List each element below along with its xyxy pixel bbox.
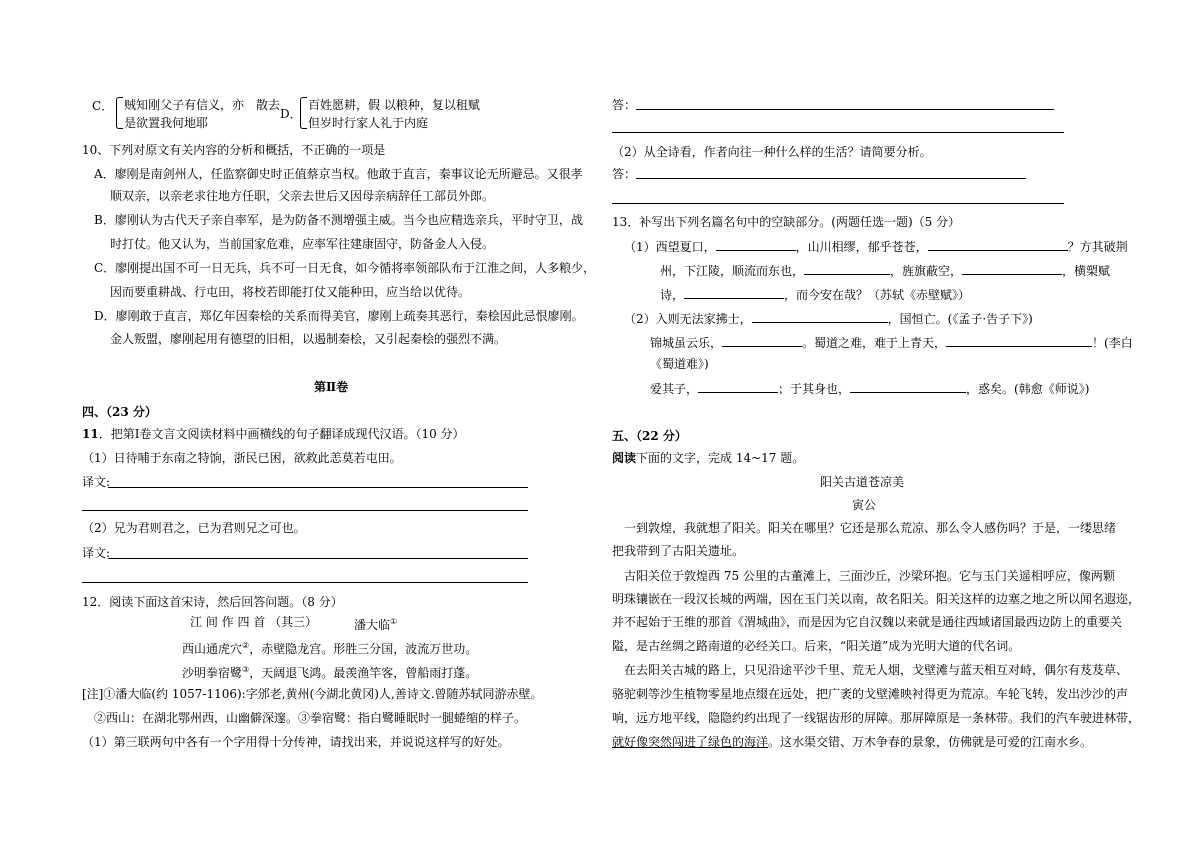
article-p3-line4 [612,734,1092,750]
q13-line-5 [650,334,1133,351]
q13-line-6: 《蜀道难》) [650,357,709,371]
article-p3-line3: 响，远方地平线，隐隐约约出现了一线锯齿形的屏障。那屏障原是一条林带。我们的汽车驶进林带， [612,711,1141,725]
poem-line-1b: ，赤壁隐龙宫。形胜三分国，波流万世功。 [249,642,478,656]
q12-note-1: [注]①潘大临(约 1057-1106):字邠老,黄州(今湖北黄冈)人,善诗文.曾随苏轼同游赤壁。 [82,687,543,701]
footnote-marker-1: ① [390,617,398,626]
q9-d-line1: 百姓愿耕，假 以粮种，复以租赋 [308,98,480,112]
q13-blank-8[interactable] [946,334,1092,347]
q12-answer-line-2b[interactable] [612,203,1064,204]
q13-line-4 [624,310,1033,327]
q12-answer-label-2: 答： [612,167,637,181]
article-p2-line2: 明珠镶嵌在一段汉长城的两端，因在玉门关以南，故名阳关。阳关这样的边塞之地之所以闻名遐迩， [612,592,1141,606]
q10-b-line1: B．廖刚认为古代天子亲自率军，是为防备不测增强主威。当今也应精选亲兵，平时守卫，战 [94,213,583,227]
poem-line-1a: 西山通虎穴 [182,642,243,656]
q13-blank-6[interactable] [752,310,888,323]
poem-title: 江 间 作 四 首 （其三） [190,615,318,629]
q13-p7c: ，惑矣。(韩愈《师说》) [966,382,1090,396]
q11-sentence-2: （2）兄为君则君之，已为君则兄之可也。 [82,521,306,535]
q11-answer-label-2: 译文: [82,546,111,560]
q11-sentence-1: （1）日待哺于东南之特饷，浙民已困，欲救此恙莫若屯田。 [82,451,402,465]
article-title: 阳关古道苍凉美 [820,475,905,489]
q13-blank-4[interactable] [962,262,1062,275]
q13-line-1 [624,238,1128,255]
section-five-heading: 五、（22 分） [612,429,687,443]
q9-c-line1: 贼知刚父子有信义，亦 散去 [124,98,281,112]
q11-answer-line-2a[interactable] [108,558,528,559]
q12-answer-line-1b[interactable] [612,132,1064,133]
q10-stem: 10、下列对原文有关内容的分析和概括，不正确的一项是 [82,143,386,157]
q13-blank-9[interactable] [698,380,778,393]
q13-p7a: 爱其子， [650,382,699,396]
q11-answer-line-1a[interactable] [108,487,528,488]
q12-note-2: ②西山：在湖北鄂州西，山幽僻深邃。③拳宿鹭：指白鹭睡眠时一腿蜷缩的样子。 [94,711,527,725]
q10-d-line2: 金人叛盟，廖刚起用有德望的旧相，以遏制秦桧，又引起秦桧的强烈不满。 [110,332,507,346]
q13-p4a: （2）入则无法家拂士， [624,312,752,326]
article-p2-line4: 隘，是古丝绸之路南道的必经关口。后来，“阳关道”成为光明大道的代名词。 [612,639,1021,653]
q9-option-c-label: C． [92,99,114,113]
poem-line-2a: 沙明拳宿鹭 [182,666,243,680]
q13-p2b: ，旌旗蔽空， [890,264,963,278]
q9-c-line2: 是欲置我何地耶 [124,116,209,130]
q10-d-line1: D．廖刚敢于直言，郑亿年因秦桧的关系而得美官，廖刚上疏奏其恶行，秦桧因此忌恨廖刚。 [94,309,584,323]
poem-line-1 [182,638,477,657]
q13-p5a: 锦城虽云乐， [650,336,723,350]
article-p2-line1: 古阳关位于敦煌西 75 公里的古董滩上，三面沙丘，沙梁环抱。它与玉门关遥相呼应，像两颗 [624,569,1115,583]
q11-stem [82,426,465,442]
q9-option-d-label: D． [280,107,302,121]
q13-blank-7[interactable] [722,334,802,347]
q13-p1c: ？方其破荆 [1067,240,1128,254]
poem-author [354,614,397,633]
q10-a-line1: A．廖刚是南剑州人，任监察御史时正值蔡京当权。他敢于直言，秦事议论无所避忌。又很孝 [94,167,583,181]
poem-author-name: 潘大临 [354,618,391,632]
footnote-marker-2: ② [242,641,250,650]
q13-blank-2[interactable] [928,238,1068,251]
q13-p1b: ，山川相缪，郁乎苍苍， [795,240,928,254]
article-p1-line2: 把我带到了古阳关遗址。 [612,544,745,558]
q13-blank-1[interactable] [716,238,796,251]
q12-stem: 12．阅读下面这首宋诗，然后回答问题。（8 分） [82,595,343,609]
q13-p1a: （1）西望夏口， [624,240,716,254]
article-p2-line3: 并不起始于王维的那首《渭城曲》，而是因为它自汉魏以来就是通往西域诸国最西边防上的重要关 [612,615,1123,629]
q13-p5c: ！(李白 [1092,336,1133,350]
q9-d-line2: 但岁时行家人礼于内庭 [308,116,429,130]
q12-answer-line-1a[interactable] [636,109,1054,110]
section-four-heading: 四、（23 分） [82,405,157,419]
q10-b-line2: 时打仗。他又认为，当前国家危难，应率军往建康固守，防备金人入侵。 [110,237,495,251]
q13-p4b: ，国恒亡。(《孟子·告子下》) [887,312,1033,326]
q11-answer-line-2b[interactable] [82,582,528,583]
article-p3-line2: 骆驼刺等沙生植物零星地点缀在远处，把广袤的戈壁滩映衬得更为荒凉。车轮飞转，发出沙沙的声 [612,687,1129,701]
article-author: 寅公 [852,498,877,512]
q11-answer-line-1b[interactable] [82,510,528,511]
q11-number: 11 [82,427,99,441]
poem-line-2 [182,662,477,681]
q13-blank-10[interactable] [850,380,966,393]
poem-line-2b: ，天阔退飞鸿。最羡渔竿客，曾船雨打蓬。 [249,666,478,680]
q13-p3b: ，而今安在哉？（苏轼《赤壁赋》） [784,288,971,302]
q11-answer-label-1: 译文: [82,475,111,489]
q13-blank-5[interactable] [684,286,784,299]
footnote-marker-3: ③ [242,665,250,674]
reading-instruction-text: 下面的文字，完成 14~17 题。 [636,451,805,465]
q12-sub-question-2: （2）从全诗看，作者向往一种什么样的生活？请简要分析。 [612,145,932,159]
q13-p3a: 诗， [660,288,685,302]
brace-d [300,97,307,129]
article-p3-line1: 在去阳关古城的路上，只见沿途平沙千里、荒无人烟，戈壁滩与蓝天相互对峙，偶尔有芨芨草、 [624,663,1129,677]
q10-c-line1: C．廖刚提出国不可一日无兵，兵不可一日无食，如今循将率领部队布于江淮之间，人多粮少， [94,261,596,275]
q12-sub-question-1: （1）第三联两句中各有一个字用得十分传神，请找出来，并说说这样写的好处。 [82,735,510,749]
q13-line-7 [650,380,1089,397]
reading-instruction-bold: 阅读 [612,451,637,465]
article-p3-line4-rest: 。这水渠交错、万木争春的景象，仿佛就是可爱的江南水乡。 [768,735,1093,749]
q13-p7b: ；于其身也， [778,382,851,396]
q10-a-line2: 顺双亲，以亲老求往地方任职，父亲去世后又因母亲病辞任工部员外郎。 [110,189,495,203]
q10-c-line2: 因而要重耕战、行屯田，将校若即能打仗又能种田，应当给以优待。 [110,285,471,299]
article-p1-line1: 一到敦煌，我就想了阳关。阳关在哪里？它还是那么荒凉、那么令人感伤吗？于是，一缕思绪 [624,521,1117,535]
brace-c [116,97,123,129]
q13-stem: 13．补写出下列名篇名句中的空缺部分。(两题任选一题)（5 分） [612,215,961,229]
q11-stem-text: ．把第Ⅰ卷文言文阅读材料中画横线的句子翻译成现代汉语。（10 分） [98,427,465,441]
q13-line-2 [660,262,1110,279]
q12-answer-label-1: 答： [612,98,637,112]
volume-two-heading: 第Ⅱ卷 [314,380,349,394]
q13-p2a: 州，下江陵，顺流而东也， [660,264,805,278]
q13-blank-3[interactable] [804,262,890,275]
reading-instruction [612,450,804,466]
q13-line-3 [660,286,970,303]
q13-p5b: 。蜀道之难，难于上青天， [802,336,947,350]
q12-answer-line-2a[interactable] [636,178,1026,179]
q13-p2c: ，横槊赋 [1062,264,1111,278]
article-underlined-sentence: 就好像突然闯进了绿色的海洋 [612,735,769,749]
